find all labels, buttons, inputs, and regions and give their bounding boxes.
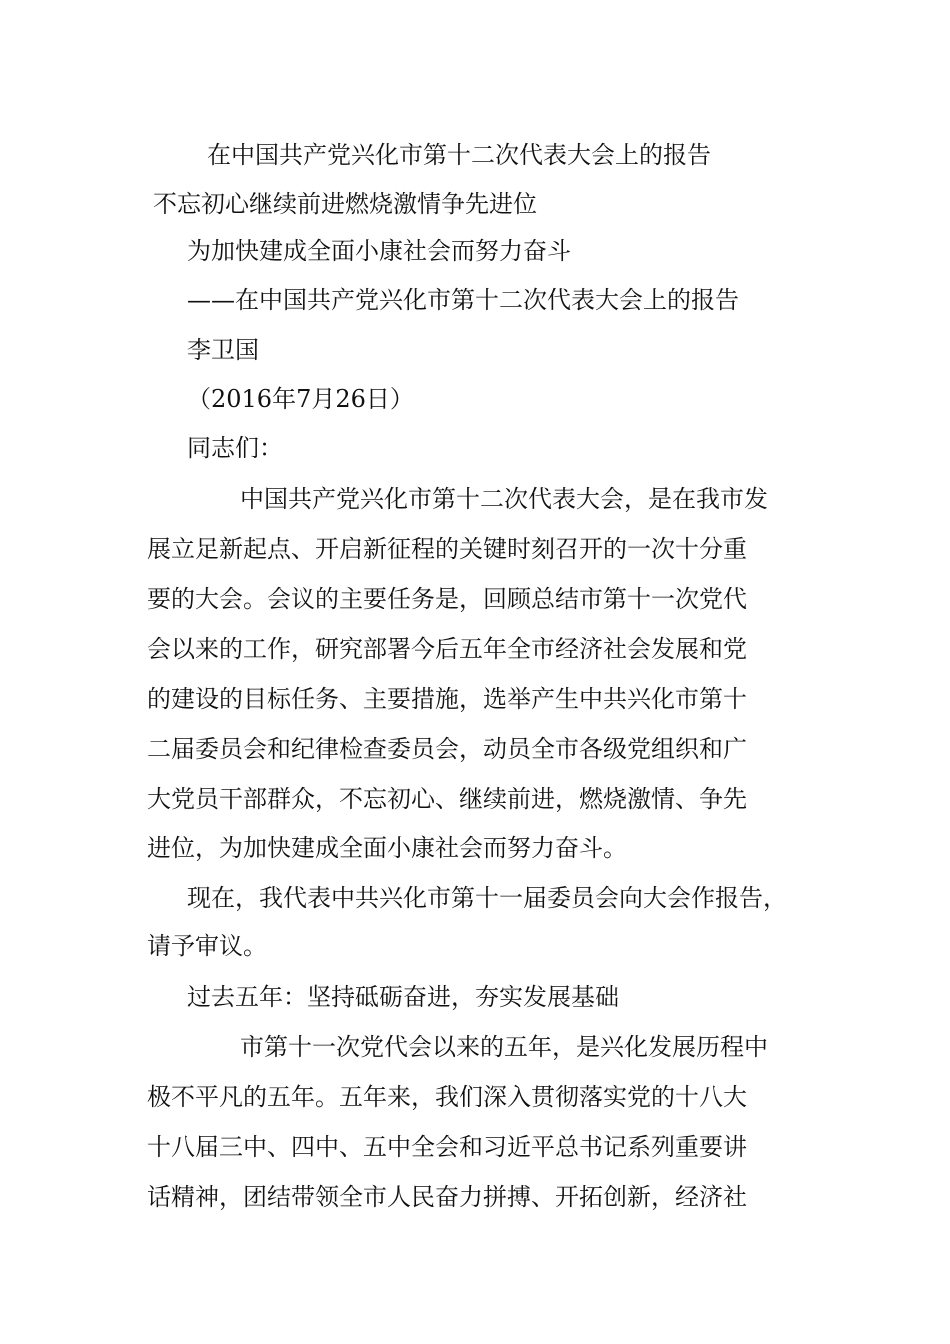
- para1-line: 进位，为加快建成全面小康社会而努力奋斗。: [147, 834, 627, 862]
- para1-line: 展立足新起点、开启新征程的关键时刻召开的一次十分重: [147, 535, 747, 563]
- para1-line: 大党员干部群众，不忘初心、继续前进，燃烧激情、争先: [147, 785, 747, 813]
- section-heading: 过去五年：坚持砥砺奋进，夯实发展基础: [187, 983, 619, 1011]
- para1-line: 中国共产党兴化市第十二次代表大会，是在我市发: [240, 485, 768, 513]
- report-line: ——在中国共产党兴化市第十二次代表大会上的报告: [187, 286, 739, 314]
- para1-line: 会以来的工作，研究部署今后五年全市经济社会发展和党: [147, 635, 747, 663]
- para3-line: 十八届三中、四中、五中全会和习近平总书记系列重要讲: [147, 1133, 747, 1161]
- para3-line: 话精神，团结带领全市人民奋力拼搏、开拓创新，经济社: [147, 1183, 747, 1211]
- para1-line: 二届委员会和纪律检查委员会，动员全市各级党组织和广: [147, 735, 747, 763]
- report-date: （2016年7月26日）: [187, 385, 414, 413]
- header-title: 在中国共产党兴化市第十二次代表大会上的报告: [207, 141, 711, 169]
- para1-line: 要的大会。会议的主要任务是，回顾总结市第十一次党代: [147, 585, 747, 613]
- para3-line: 极不平凡的五年。五年来，我们深入贯彻落实党的十八大: [147, 1083, 747, 1111]
- para2-line: 请予审议。: [147, 932, 267, 960]
- para2-line: 现在，我代表中共兴化市第十一届委员会向大会作报告，: [187, 884, 787, 912]
- subtitle: 为加快建成全面小康社会而努力奋斗: [187, 237, 571, 265]
- author-name: 李卫国: [187, 336, 259, 364]
- salutation: 同志们：: [187, 434, 283, 462]
- para1-line: 的建设的目标任务、主要措施，选举产生中共兴化市第十: [147, 685, 747, 713]
- para3-line: 市第十一次党代会以来的五年，是兴化发展历程中: [240, 1033, 768, 1061]
- main-title: 不忘初心继续前进燃烧激情争先进位: [153, 190, 537, 218]
